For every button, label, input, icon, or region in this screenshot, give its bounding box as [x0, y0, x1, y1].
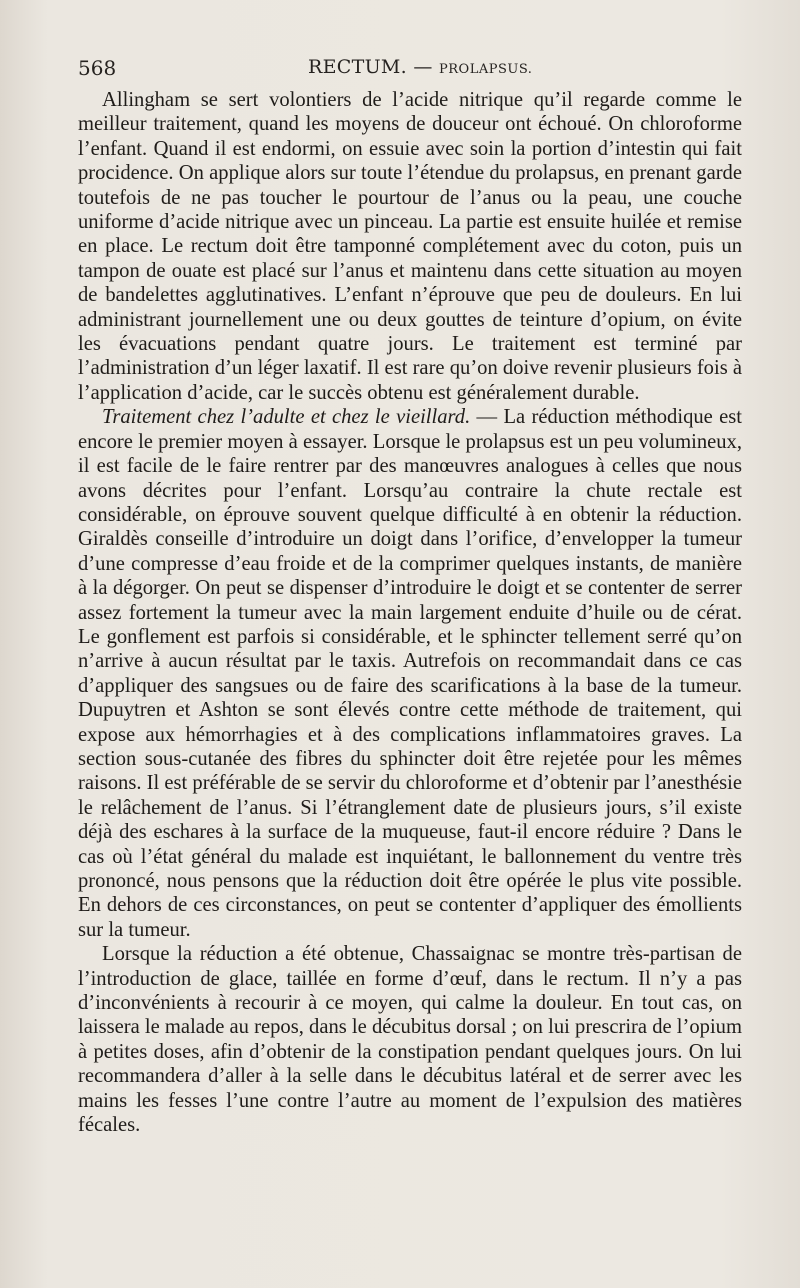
body-text [78, 88, 742, 1137]
paragraph-adult-treatment [78, 405, 742, 942]
paragraph-body: — La réduction méthodique est encore le premier moyen à essayer. Lorsque le prolapsus est un peu volumineux, il est facile de le faire rentrer par des manœuvres analogues à celles que nous avons décrites pour l’enfant. Lorsqu’au contraire la chute rectale est considérable, on éprouve souvent quelque difficulté à en obtenir la réduction. Giraldès conseille d’introduire un doigt dans l’orifice, d’envelopper la tumeur d’une compresse d’eau froide et de la comprimer quelques instants, de manière à la dégorger. On peut se dispenser d’introduire le doigt et se contenter de serrer assez fortement la tumeur avec la main largement enduite d’huile ou de cérat. Le gonflement est parfois si considérable, et le sphincter tellement serré qu’on n’arrive à aucun résultat par le taxis. Autrefois on recommandait dans ce cas d’appliquer des sangsues ou de faire des scarifications à la base de la tumeur. Dupuytren et Ashton se sont élevés contre cette méthode de traitement, qui expose aux hémorrhagies et à des complications inflammatoires graves. La section sous-cutanée des fibres du sphincter doit être rejetée pour les mêmes raisons. Il est préférable de se servir du chloroforme et d’obtenir par l’anesthésie le relâchement de l’anus. Si l’étranglement date de plusieurs jours, s’il existe déjà des eschares à la surface de la muqueuse, faut-il encore réduire ? Dans le cas où l’état général du malade est inquiétant, le ballonnement du ventre très prononcé, nous pensons que la réduction doit être opérée le plus vite possible. En dehors de ces circonstances, on peut se contenter d’appliquer des émollients sur la tumeur. [78, 406, 742, 941]
page-number: 568 [78, 56, 117, 80]
page-header [78, 56, 738, 86]
running-title-sub: PROLAPSUS. [439, 62, 533, 77]
running-title-main: RECTUM. [308, 56, 407, 78]
paragraph-after-reduction: Lorsque la réduction a été obtenue, Chassaignac se montre très-partisan de l’introduction de glace, taillée en forme d’œuf, dans le rectum. Il n’y a pas d’inconvénients à recourir à ce moyen, qui calme la douleur. En tout cas, on laissera le malade au repos, dans le décubitus dorsal ; on lui prescrira de l’opium à petites doses, afin d’obtenir de la constipation pendant quelques jours. On lui recommandera d’aller à la selle dans le décubitus latéral et de serrer avec les mains les fesses l’une contre l’autre au moment de l’expulsion des matières fécales. [78, 943, 742, 1137]
running-title-dash: — [413, 56, 433, 78]
paragraph-allingham: Allingham se sert volontiers de l’acide nitrique qu’il regarde comme le meilleur traitement, quand les moyens de douceur ont échoué. On chloroforme l’enfant. Quand il est endormi, on essuie avec soin la portion d’intestin qui fait procidence. On applique alors sur toute l’étendue du prolapsus, en prenant garde toutefois de ne pas toucher le pourtour de l’anus ou la peau, une couche uniforme d’acide nitrique avec un pinceau. La partie est ensuite huilée et remise en place. Le rectum doit être tamponné complétement avec du coton, puis un tampon de ouate est placé sur l’anus et maintenu dans cette situation au moyen de bandelettes agglutinatives. L’enfant n’éprouve que peu de douleurs. En lui administrant journellement une ou deux gouttes de teinture d’opium, on évite les évacuations pendant quatre jours. Le traitement est terminé par l’administration d’un léger laxatif. Il est rare qu’on doive revenir plusieurs fois à l’application d’acide, car le succès obtenu est généralement durable. [78, 89, 742, 404]
section-heading-italic: Traitement chez l’adulte et chez le vieillard. [102, 406, 471, 429]
running-title [308, 56, 532, 78]
